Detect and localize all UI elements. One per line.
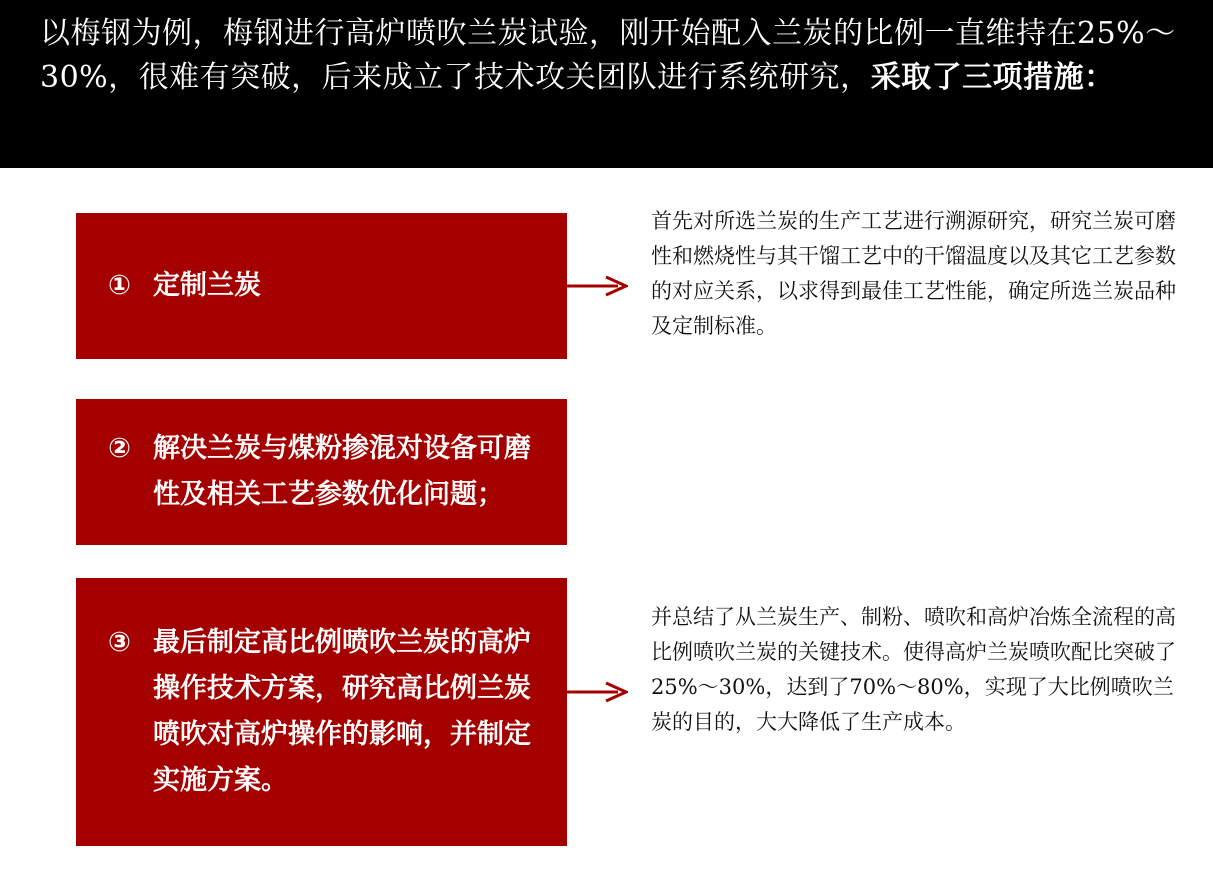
measure-number-2: ② [108, 433, 131, 464]
description-second: 并总结了从兰炭生产、制粉、喷吹和高炉冶炼全流程的高比例喷吹兰炭的关键技术。使得高炉兰炭喷吹配比突破了25%～30%，达到了70%～80%，实现了大比例喷吹兰炭的目的，大大降低了生产成本。 [651, 605, 1176, 734]
right-arrow-icon [566, 681, 628, 703]
description-first: 首先对所选兰炭的生产工艺进行溯源研究，研究兰炭可磨性和燃烧性与其干馏工艺中的干馏温度以及其它工艺参数的对应关系，以求得到最佳工艺性能，确定所选兰炭品种及定制标准。 [651, 209, 1176, 338]
measure-title-3: 最后制定高比例喷吹兰炭的高炉操作技术方案，研究高比例兰炭喷吹对高炉操作的影响，并制定实施方案。 [153, 627, 531, 796]
measure-title-2: 解决兰炭与煤粉掺混对设备可磨性及相关工艺参数优化问题； [153, 433, 531, 510]
right-arrow-icon [566, 275, 628, 297]
measure-box-2 [76, 399, 567, 545]
measure-number-1: ① [108, 270, 131, 301]
measure-title-1: 定制兰炭 [153, 270, 261, 301]
measure-box-3 [76, 578, 567, 846]
measure-number-3: ③ [108, 627, 131, 658]
measure-box-1 [76, 213, 567, 359]
header-intro-text: 以梅钢为例，梅钢进行高炉喷吹兰炭试验，刚开始配入兰炭的比例一直维持在25%～30%，很难有突破，后来成立了技术攻关团队进行系统研究， [40, 16, 1176, 95]
header-banner [0, 0, 1213, 168]
header-emphasis-text: 采取了三项措施： [870, 60, 1115, 95]
